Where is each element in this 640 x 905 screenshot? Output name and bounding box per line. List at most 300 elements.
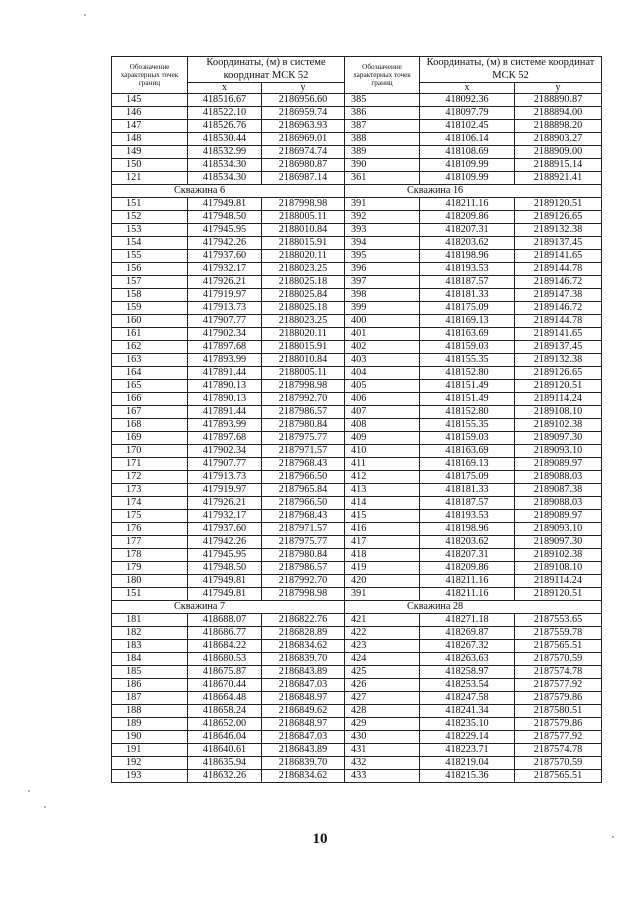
point-id-2: 418 (345, 549, 420, 562)
point-id: 154 (112, 237, 188, 250)
x-coord-2: 418207.31 (420, 224, 515, 237)
point-id: 156 (112, 263, 188, 276)
point-id: 164 (112, 367, 188, 380)
table-header (112, 57, 602, 94)
point-id: 189 (112, 718, 188, 731)
y-coord-2: 2189132.38 (515, 354, 602, 367)
point-id-2: 401 (345, 328, 420, 341)
x-coord-2: 418181.33 (420, 289, 515, 302)
x-coord-2: 418241.34 (420, 705, 515, 718)
x-coord: 417893.99 (188, 419, 262, 432)
y-coord-2: 2189093.10 (515, 445, 602, 458)
y-coord-2: 2189126.65 (515, 367, 602, 380)
y-coord: 2186987.14 (262, 172, 345, 185)
y-coord-2: 2189102.38 (515, 549, 602, 562)
x-coord: 418530.44 (188, 133, 262, 146)
y-coord-2: 2189120.51 (515, 588, 602, 601)
table-row (112, 107, 602, 120)
point-id: 152 (112, 211, 188, 224)
y-coord: 2188010.84 (262, 354, 345, 367)
point-id: 172 (112, 471, 188, 484)
y-coord: 2186848.97 (262, 692, 345, 705)
point-id-2: 385 (345, 94, 420, 107)
point-id-2: 400 (345, 315, 420, 328)
point-id-2: 391 (345, 198, 420, 211)
y-coord: 2188025.18 (262, 302, 345, 315)
y-coord-2: 2188909.00 (515, 146, 602, 159)
point-id: 146 (112, 107, 188, 120)
x-coord-2: 418267.32 (420, 640, 515, 653)
x-coord-2: 418175.09 (420, 471, 515, 484)
x-coord: 418632.26 (188, 770, 262, 783)
point-id-2: 416 (345, 523, 420, 536)
y-coord: 2188025.84 (262, 289, 345, 302)
point-id-2: 392 (345, 211, 420, 224)
point-id-2: 395 (345, 250, 420, 263)
point-id-2: 411 (345, 458, 420, 471)
point-id: 184 (112, 653, 188, 666)
table-row (112, 120, 602, 133)
table-row (112, 419, 602, 432)
x-coord: 417949.81 (188, 588, 262, 601)
x-coord: 417932.17 (188, 263, 262, 276)
y-coord-2: 2189087.38 (515, 484, 602, 497)
y-coord-2: 2189097.30 (515, 536, 602, 549)
point-id: 178 (112, 549, 188, 562)
x-coord-2: 418106.14 (420, 133, 515, 146)
x-coord-2: 418152.80 (420, 406, 515, 419)
y-coord: 2187968.43 (262, 458, 345, 471)
x-coord: 418684.22 (188, 640, 262, 653)
point-id: 165 (112, 380, 188, 393)
section-title-left: Скважина 7 (112, 601, 345, 614)
point-id-2: 361 (345, 172, 420, 185)
x-coord: 418516.67 (188, 94, 262, 107)
y-coord: 2187986.57 (262, 406, 345, 419)
y-coord-2: 2189108.10 (515, 562, 602, 575)
coordinates-table (111, 56, 602, 783)
y-coord-2: 2187574.78 (515, 666, 602, 679)
x-coord: 417942.26 (188, 237, 262, 250)
y-coord: 2187998.98 (262, 198, 345, 211)
point-id-2: 412 (345, 471, 420, 484)
point-id: 171 (112, 458, 188, 471)
y-coord-2: 2189120.51 (515, 380, 602, 393)
y-coord-2: 2189089.97 (515, 458, 602, 471)
table-row (112, 588, 602, 601)
point-id-2: 413 (345, 484, 420, 497)
table-row (112, 770, 602, 783)
x-coord-2: 418187.57 (420, 497, 515, 510)
point-id: 180 (112, 575, 188, 588)
x-coord-2: 418207.31 (420, 549, 515, 562)
table-row (112, 744, 602, 757)
x-coord: 417891.44 (188, 406, 262, 419)
table-row (112, 302, 602, 315)
x-coord: 418688.07 (188, 614, 262, 627)
y-coord-2: 2189141.65 (515, 250, 602, 263)
table-row (112, 471, 602, 484)
y-coord-2: 2189147.38 (515, 289, 602, 302)
point-id-2: 403 (345, 354, 420, 367)
point-id-2: 420 (345, 575, 420, 588)
y-coord: 2188005.11 (262, 211, 345, 224)
point-id-2: 404 (345, 367, 420, 380)
point-id-2: 388 (345, 133, 420, 146)
point-id: 191 (112, 744, 188, 757)
y-coord: 2188015.91 (262, 341, 345, 354)
table-row (112, 445, 602, 458)
point-id: 158 (112, 289, 188, 302)
point-id: 161 (112, 328, 188, 341)
y-coord-2: 2188890.87 (515, 94, 602, 107)
y-coord: 2187992.70 (262, 393, 345, 406)
y-coord: 2186839.70 (262, 757, 345, 770)
point-id: 188 (112, 705, 188, 718)
y-coord-2: 2189144.78 (515, 315, 602, 328)
y-coord: 2186834.62 (262, 640, 345, 653)
y-coord: 2186822.76 (262, 614, 345, 627)
y-coord: 2186847.03 (262, 731, 345, 744)
table-row (112, 731, 602, 744)
x-coord-2: 418223.71 (420, 744, 515, 757)
header-y: y (262, 83, 345, 94)
x-coord-2: 418092.36 (420, 94, 515, 107)
header-y-2: y (515, 83, 602, 94)
x-coord-2: 418209.86 (420, 211, 515, 224)
point-id: 179 (112, 562, 188, 575)
table-row (112, 484, 602, 497)
x-coord: 418526.76 (188, 120, 262, 133)
table-row (112, 510, 602, 523)
x-coord: 417902.34 (188, 445, 262, 458)
y-coord: 2186956.60 (262, 94, 345, 107)
point-id: 151 (112, 198, 188, 211)
x-coord-2: 418198.96 (420, 250, 515, 263)
table-row (112, 575, 602, 588)
x-coord: 417902.34 (188, 328, 262, 341)
y-coord-2: 2189126.65 (515, 211, 602, 224)
point-id: 163 (112, 354, 188, 367)
x-coord: 417945.95 (188, 224, 262, 237)
x-coord-2: 418263.63 (420, 653, 515, 666)
x-coord-2: 418271.18 (420, 614, 515, 627)
table-row (112, 497, 602, 510)
point-id: 173 (112, 484, 188, 497)
section-title-row (112, 185, 602, 198)
x-coord: 417949.81 (188, 575, 262, 588)
scan-speck (84, 14, 86, 16)
y-coord: 2187992.70 (262, 575, 345, 588)
point-id: 187 (112, 692, 188, 705)
x-coord: 418640.61 (188, 744, 262, 757)
x-coord: 418522.10 (188, 107, 262, 120)
y-coord-2: 2187553.65 (515, 614, 602, 627)
y-coord-2: 2187579.86 (515, 718, 602, 731)
x-coord: 417907.77 (188, 458, 262, 471)
y-coord: 2188023.25 (262, 315, 345, 328)
point-id-2: 410 (345, 445, 420, 458)
table-row (112, 536, 602, 549)
y-coord-2: 2187577.92 (515, 679, 602, 692)
x-coord-2: 418163.69 (420, 328, 515, 341)
y-coord-2: 2189120.51 (515, 198, 602, 211)
x-coord-2: 418203.62 (420, 237, 515, 250)
y-coord: 2186847.03 (262, 679, 345, 692)
x-coord-2: 418193.53 (420, 263, 515, 276)
y-coord: 2188023.25 (262, 263, 345, 276)
x-coord-2: 418159.03 (420, 341, 515, 354)
y-coord: 2187971.57 (262, 445, 345, 458)
x-coord-2: 418152.80 (420, 367, 515, 380)
point-id-2: 432 (345, 757, 420, 770)
point-id-2: 426 (345, 679, 420, 692)
x-coord: 418686.77 (188, 627, 262, 640)
point-id-2: 421 (345, 614, 420, 627)
x-coord-2: 418169.13 (420, 315, 515, 328)
y-coord: 2187986.57 (262, 562, 345, 575)
x-coord: 417926.21 (188, 497, 262, 510)
point-id: 183 (112, 640, 188, 653)
point-id: 150 (112, 159, 188, 172)
x-coord: 417897.68 (188, 432, 262, 445)
y-coord: 2186843.89 (262, 666, 345, 679)
table-row (112, 523, 602, 536)
x-coord-2: 418187.57 (420, 276, 515, 289)
x-coord-2: 418155.35 (420, 419, 515, 432)
y-coord-2: 2189114.24 (515, 575, 602, 588)
point-id-2: 389 (345, 146, 420, 159)
point-id-2: 402 (345, 341, 420, 354)
point-id: 148 (112, 133, 188, 146)
point-id: 166 (112, 393, 188, 406)
section-title-row (112, 601, 602, 614)
y-coord-2: 2189141.65 (515, 328, 602, 341)
x-coord: 418664.48 (188, 692, 262, 705)
point-id-2: 429 (345, 718, 420, 731)
point-id: 185 (112, 666, 188, 679)
table-row (112, 393, 602, 406)
x-coord: 417893.99 (188, 354, 262, 367)
x-coord-2: 418198.96 (420, 523, 515, 536)
y-coord: 2187975.77 (262, 432, 345, 445)
y-coord: 2187998.98 (262, 380, 345, 393)
point-id-2: 398 (345, 289, 420, 302)
point-id: 149 (112, 146, 188, 159)
table-row (112, 133, 602, 146)
x-coord: 418532.99 (188, 146, 262, 159)
page-number: 10 (312, 831, 328, 847)
point-id: 159 (112, 302, 188, 315)
x-coord: 417937.60 (188, 250, 262, 263)
x-coord-2: 418219.04 (420, 757, 515, 770)
x-coord: 417913.73 (188, 471, 262, 484)
section-title-right: Скважина 16 (345, 185, 602, 198)
y-coord-2: 2189088.03 (515, 471, 602, 484)
point-id-2: 390 (345, 159, 420, 172)
point-id: 182 (112, 627, 188, 640)
y-coord: 2187975.77 (262, 536, 345, 549)
x-coord: 417891.44 (188, 367, 262, 380)
x-coord: 418646.04 (188, 731, 262, 744)
point-id: 175 (112, 510, 188, 523)
point-id: 170 (112, 445, 188, 458)
point-id-2: 423 (345, 640, 420, 653)
x-coord: 418658.24 (188, 705, 262, 718)
point-id: 160 (112, 315, 188, 328)
x-coord: 418670.44 (188, 679, 262, 692)
header-designation-2: Обозначение характерных точек границ (345, 57, 420, 94)
y-coord-2: 2187565.51 (515, 770, 602, 783)
x-coord-2: 418109.99 (420, 159, 515, 172)
y-coord: 2186834.62 (262, 770, 345, 783)
x-coord-2: 418253.54 (420, 679, 515, 692)
y-coord-2: 2189097.30 (515, 432, 602, 445)
y-coord: 2187966.50 (262, 471, 345, 484)
y-coord-2: 2189137.45 (515, 237, 602, 250)
y-coord: 2188020.11 (262, 250, 345, 263)
x-coord-2: 418258.97 (420, 666, 515, 679)
y-coord-2: 2189144.78 (515, 263, 602, 276)
x-coord-2: 418175.09 (420, 302, 515, 315)
y-coord: 2187980.84 (262, 419, 345, 432)
table-row (112, 549, 602, 562)
section-title-right: Скважина 28 (345, 601, 602, 614)
y-coord: 2186969.01 (262, 133, 345, 146)
point-id-2: 409 (345, 432, 420, 445)
x-coord-2: 418159.03 (420, 432, 515, 445)
point-id: 155 (112, 250, 188, 263)
point-id: 157 (112, 276, 188, 289)
point-id-2: 428 (345, 705, 420, 718)
point-id-2: 430 (345, 731, 420, 744)
x-coord: 418652.00 (188, 718, 262, 731)
table-row (112, 406, 602, 419)
x-coord: 417913.73 (188, 302, 262, 315)
point-id-2: 415 (345, 510, 420, 523)
table-row (112, 328, 602, 341)
y-coord-2: 2189093.10 (515, 523, 602, 536)
point-id-2: 427 (345, 692, 420, 705)
x-coord-2: 418102.45 (420, 120, 515, 133)
y-coord-2: 2188894.00 (515, 107, 602, 120)
x-coord: 417932.17 (188, 510, 262, 523)
y-coord: 2186963.93 (262, 120, 345, 133)
y-coord-2: 2187570.59 (515, 757, 602, 770)
table-row (112, 718, 602, 731)
y-coord-2: 2187574.78 (515, 744, 602, 757)
y-coord: 2187968.43 (262, 510, 345, 523)
y-coord-2: 2189146.72 (515, 276, 602, 289)
x-coord-2: 418109.99 (420, 172, 515, 185)
point-id-2: 394 (345, 237, 420, 250)
x-coord-2: 418269.87 (420, 627, 515, 640)
point-id-2: 407 (345, 406, 420, 419)
x-coord-2: 418108.69 (420, 146, 515, 159)
table-row (112, 289, 602, 302)
x-coord-2: 418229.14 (420, 731, 515, 744)
point-id-2: 414 (345, 497, 420, 510)
point-id: 193 (112, 770, 188, 783)
x-coord: 418534.30 (188, 159, 262, 172)
x-coord-2: 418155.35 (420, 354, 515, 367)
y-coord: 2187971.57 (262, 523, 345, 536)
point-id: 147 (112, 120, 188, 133)
y-coord: 2187998.98 (262, 588, 345, 601)
point-id: 169 (112, 432, 188, 445)
point-id-2: 431 (345, 744, 420, 757)
table-row (112, 263, 602, 276)
x-coord: 418675.87 (188, 666, 262, 679)
x-coord: 417907.77 (188, 315, 262, 328)
y-coord: 2187980.84 (262, 549, 345, 562)
y-coord: 2186848.97 (262, 718, 345, 731)
point-id-2: 387 (345, 120, 420, 133)
point-id: 121 (112, 172, 188, 185)
header-x: x (188, 83, 262, 94)
x-coord: 417890.13 (188, 393, 262, 406)
table-row (112, 653, 602, 666)
y-coord-2: 2188915.14 (515, 159, 602, 172)
y-coord: 2186959.74 (262, 107, 345, 120)
table-row (112, 198, 602, 211)
x-coord-2: 418247.58 (420, 692, 515, 705)
table-row (112, 367, 602, 380)
scan-speck (28, 790, 30, 792)
y-coord: 2186843.89 (262, 744, 345, 757)
y-coord-2: 2189137.45 (515, 341, 602, 354)
x-coord: 417890.13 (188, 380, 262, 393)
section-title-left: Скважина 6 (112, 185, 345, 198)
table-row (112, 211, 602, 224)
point-id-2: 386 (345, 107, 420, 120)
y-coord: 2188005.11 (262, 367, 345, 380)
table-row (112, 172, 602, 185)
point-id: 176 (112, 523, 188, 536)
x-coord-2: 418151.49 (420, 380, 515, 393)
x-coord: 417945.95 (188, 549, 262, 562)
point-id-2: 419 (345, 562, 420, 575)
x-coord: 417949.81 (188, 198, 262, 211)
point-id-2: 425 (345, 666, 420, 679)
point-id-2: 396 (345, 263, 420, 276)
y-coord-2: 2189114.24 (515, 393, 602, 406)
table-row (112, 94, 602, 107)
y-coord: 2188020.11 (262, 328, 345, 341)
x-coord: 417948.50 (188, 211, 262, 224)
x-coord: 417919.97 (188, 484, 262, 497)
x-coord-2: 418181.33 (420, 484, 515, 497)
point-id: 181 (112, 614, 188, 627)
y-coord-2: 2187577.92 (515, 731, 602, 744)
x-coord-2: 418211.16 (420, 575, 515, 588)
header-coordinates-2: Координаты, (м) в системе координат МСК 52 (420, 57, 602, 83)
y-coord-2: 2187565.51 (515, 640, 602, 653)
point-id: 192 (112, 757, 188, 770)
x-coord-2: 418211.16 (420, 198, 515, 211)
point-id-2: 422 (345, 627, 420, 640)
x-coord: 418534.30 (188, 172, 262, 185)
x-coord-2: 418163.69 (420, 445, 515, 458)
point-id-2: 433 (345, 770, 420, 783)
y-coord: 2188010.84 (262, 224, 345, 237)
x-coord: 417897.68 (188, 341, 262, 354)
scan-speck (44, 806, 46, 808)
point-id: 153 (112, 224, 188, 237)
y-coord-2: 2189146.72 (515, 302, 602, 315)
point-id: 167 (112, 406, 188, 419)
x-coord-2: 418097.79 (420, 107, 515, 120)
